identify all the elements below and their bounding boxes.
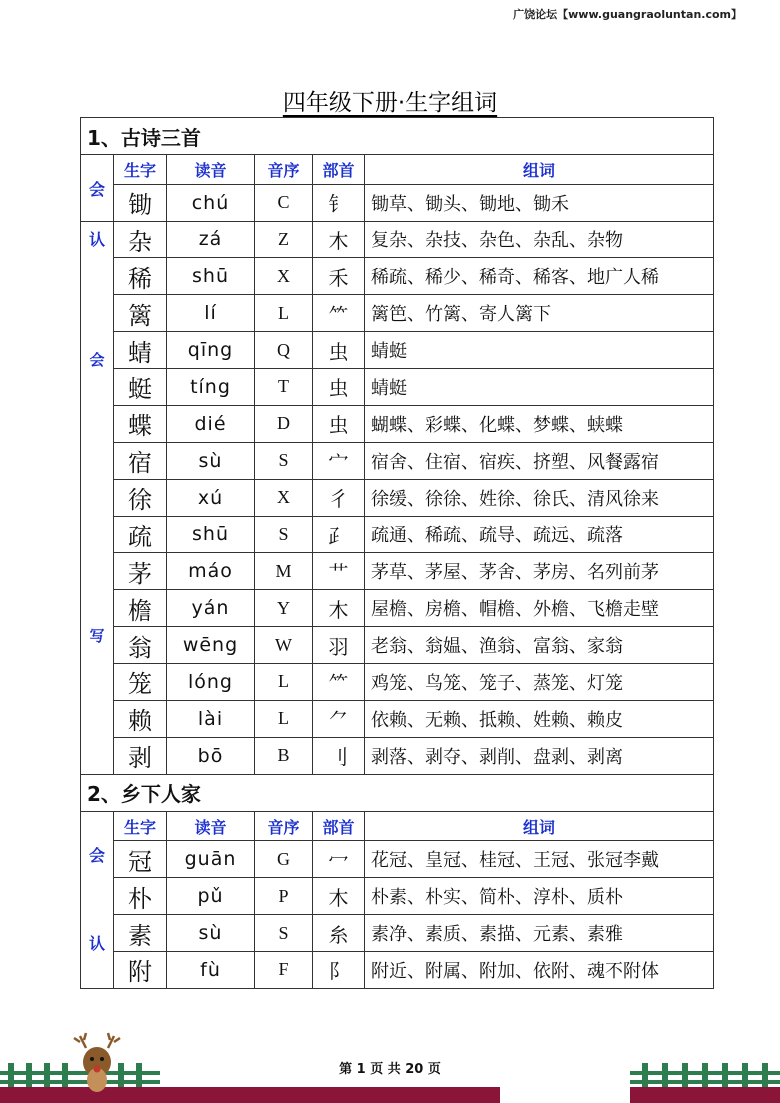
vocab-words: 附近、附属、附加、依附、魂不附体 <box>365 951 714 988</box>
column-header-row <box>81 155 714 184</box>
column-header-order: 音序 <box>255 812 313 841</box>
vocab-radical: 艹 <box>313 553 365 590</box>
section-title-row <box>81 774 714 811</box>
vocab-pinyin: lóng <box>167 664 255 701</box>
group-label-char: 会 <box>88 846 105 866</box>
column-header-row <box>81 812 714 841</box>
vocab-words: 花冠、皇冠、桂冠、王冠、张冠李戴 <box>365 841 714 878</box>
fence-icon <box>630 1060 780 1103</box>
group-label-char: 会 <box>89 350 105 369</box>
vocab-order: F <box>255 951 313 988</box>
table-row <box>81 332 714 369</box>
vocab-radical: 木 <box>313 878 365 915</box>
vocab-pinyin: lài <box>167 700 255 737</box>
vocab-pinyin: sù <box>167 915 255 952</box>
ribbon-bar <box>160 1087 500 1103</box>
vocab-order: X <box>255 258 313 295</box>
table-row <box>81 915 714 952</box>
vocab-order: D <box>255 405 313 442</box>
group-label <box>81 221 114 774</box>
vocab-order: G <box>255 841 313 878</box>
vocab-char: 朴 <box>114 878 167 915</box>
vocab-order: X <box>255 479 313 516</box>
vocab-words: 素净、素质、素描、元素、素雅 <box>365 915 714 952</box>
vocab-pinyin: bō <box>167 737 255 774</box>
vocab-char: 宿 <box>114 442 167 479</box>
vocab-words: 老翁、翁媪、渔翁、富翁、家翁 <box>365 627 714 664</box>
section-title-row <box>81 118 714 155</box>
vocab-words: 锄草、锄头、锄地、锄禾 <box>365 184 714 221</box>
vocab-char: 锄 <box>114 184 167 221</box>
vocab-pinyin: sù <box>167 442 255 479</box>
vocab-order: P <box>255 878 313 915</box>
table-row <box>81 295 714 332</box>
vocab-pinyin: chú <box>167 184 255 221</box>
vocab-radical: 虫 <box>313 405 365 442</box>
vocab-words: 蜻蜓 <box>365 332 714 369</box>
table-row <box>81 737 714 774</box>
deer-fence-icon <box>0 1030 160 1103</box>
vocab-order: B <box>255 737 313 774</box>
vocab-char: 蜓 <box>114 369 167 406</box>
vocab-radical: ⺮ <box>313 295 365 332</box>
vocab-pinyin: máo <box>167 553 255 590</box>
vocab-radical: 宀 <box>313 442 365 479</box>
column-header-words: 组词 <box>365 155 714 184</box>
vocab-char: 剥 <box>114 737 167 774</box>
vocab-pinyin: yán <box>167 590 255 627</box>
vocab-words: 鸡笼、鸟笼、笼子、蒸笼、灯笼 <box>365 664 714 701</box>
column-header-order: 音序 <box>255 155 313 184</box>
table-row <box>81 664 714 701</box>
vocab-radical: 木 <box>313 590 365 627</box>
vocab-pinyin: qīng <box>167 332 255 369</box>
column-header-pinyin: 读音 <box>167 155 255 184</box>
vocab-char: 赖 <box>114 700 167 737</box>
vocab-radical: 钅 <box>313 184 365 221</box>
vocab-radical: 彳 <box>313 479 365 516</box>
vocab-pinyin: lí <box>167 295 255 332</box>
vocab-order: Z <box>255 221 313 258</box>
vocab-words: 篱笆、竹篱、寄人篱下 <box>365 295 714 332</box>
table-row <box>81 553 714 590</box>
vocab-char: 篱 <box>114 295 167 332</box>
column-header-words: 组词 <box>365 812 714 841</box>
page-title: 四年级下册·生字组词 <box>282 90 498 116</box>
table-row <box>81 516 714 553</box>
vocab-order: Y <box>255 590 313 627</box>
vocab-pinyin: fù <box>167 951 255 988</box>
vocab-char: 稀 <box>114 258 167 295</box>
vocab-radical: 虫 <box>313 369 365 406</box>
vocab-radical: 刂 <box>313 737 365 774</box>
group-label <box>81 155 114 250</box>
vocab-pinyin: tíng <box>167 369 255 406</box>
group-label-char: 会 <box>88 180 105 200</box>
vocab-char: 素 <box>114 915 167 952</box>
vocab-pinyin: shū <box>167 516 255 553</box>
vocab-char: 蜻 <box>114 332 167 369</box>
group-label-char: 认 <box>88 934 105 953</box>
table-row <box>81 258 714 295</box>
vocab-char: 杂 <box>114 221 167 258</box>
vocab-order: S <box>255 516 313 553</box>
vocab-order: C <box>255 184 313 221</box>
vocab-order: S <box>255 915 313 952</box>
group-label-char: 写 <box>89 626 105 645</box>
group-label-char: 认 <box>88 230 105 250</box>
vocab-radical: 糸 <box>313 915 365 952</box>
vocab-order: M <box>255 553 313 590</box>
vocab-radical: 木 <box>313 221 365 258</box>
vocab-words: 徐缓、徐徐、姓徐、徐氏、清风徐来 <box>365 479 714 516</box>
vocab-order: L <box>255 700 313 737</box>
vocab-table <box>80 117 714 989</box>
vocab-order: L <box>255 664 313 701</box>
vocab-pinyin: shū <box>167 258 255 295</box>
vocab-words: 宿舍、住宿、宿疾、挤塑、风餐露宿 <box>365 442 714 479</box>
table-row <box>81 221 714 258</box>
vocab-words: 蝴蝶、彩蝶、化蝶、梦蝶、蛱蝶 <box>365 405 714 442</box>
vocab-words: 蜻蜓 <box>365 369 714 406</box>
vocab-char: 冠 <box>114 841 167 878</box>
section-title: 2、乡下人家 <box>81 774 714 811</box>
table-row <box>81 479 714 516</box>
page-number: 第 1 页 共 20 页 <box>339 1062 441 1077</box>
table-row <box>81 878 714 915</box>
vocab-order: W <box>255 627 313 664</box>
vocab-radical: 阝 <box>313 951 365 988</box>
vocab-char: 茅 <box>114 553 167 590</box>
table-row <box>81 841 714 878</box>
vocab-words: 疏通、稀疏、疏导、疏远、疏落 <box>365 516 714 553</box>
vocab-pinyin: dié <box>167 405 255 442</box>
table-row <box>81 369 714 406</box>
vocab-order: S <box>255 442 313 479</box>
vocab-order: T <box>255 369 313 406</box>
vocab-radical: ⺈ <box>313 700 365 737</box>
section-title: 1、古诗三首 <box>81 118 714 155</box>
vocab-words: 茅草、茅屋、茅舍、茅房、名列前茅 <box>365 553 714 590</box>
vocab-pinyin: pǔ <box>167 878 255 915</box>
vocab-char: 徐 <box>114 479 167 516</box>
vocab-char: 檐 <box>114 590 167 627</box>
table-row <box>81 590 714 627</box>
column-header-pinyin: 读音 <box>167 812 255 841</box>
vocab-pinyin: guān <box>167 841 255 878</box>
vocab-pinyin: wēng <box>167 627 255 664</box>
group-label <box>81 812 114 989</box>
vocab-char: 笼 <box>114 664 167 701</box>
column-header-char: 生字 <box>114 155 167 184</box>
vocab-radical: ⺮ <box>313 664 365 701</box>
vocab-words: 复杂、杂技、杂色、杂乱、杂物 <box>365 221 714 258</box>
vocab-char: 翁 <box>114 627 167 664</box>
vocab-char: 附 <box>114 951 167 988</box>
vocab-radical: 禾 <box>313 258 365 295</box>
table-row <box>81 184 714 221</box>
table-row <box>81 442 714 479</box>
table-row <box>81 405 714 442</box>
vocab-words: 剥落、剥夺、剥削、盘剥、剥离 <box>365 737 714 774</box>
vocab-radical: 羽 <box>313 627 365 664</box>
vocab-char: 蝶 <box>114 405 167 442</box>
vocab-radical: 冖 <box>313 841 365 878</box>
vocab-order: Q <box>255 332 313 369</box>
vocab-words: 依赖、无赖、抵赖、姓赖、赖皮 <box>365 700 714 737</box>
vocab-radical: 虫 <box>313 332 365 369</box>
vocab-order: L <box>255 295 313 332</box>
column-header-char: 生字 <box>114 812 167 841</box>
table-row <box>81 951 714 988</box>
column-header-radical: 部首 <box>313 155 365 184</box>
vocab-words: 稀疏、稀少、稀奇、稀客、地广人稀 <box>365 258 714 295</box>
table-row <box>81 627 714 664</box>
vocab-words: 屋檐、房檐、帽檐、外檐、飞檐走壁 <box>365 590 714 627</box>
table-row <box>81 700 714 737</box>
column-header-radical: 部首 <box>313 812 365 841</box>
vocab-char: 疏 <box>114 516 167 553</box>
vocab-radical: ⺪ <box>313 516 365 553</box>
vocab-pinyin: zá <box>167 221 255 258</box>
site-header: 广饶论坛【www.guangraoluntan.com】 <box>513 8 742 21</box>
vocab-words: 朴素、朴实、简朴、淳朴、质朴 <box>365 878 714 915</box>
vocab-pinyin: xú <box>167 479 255 516</box>
